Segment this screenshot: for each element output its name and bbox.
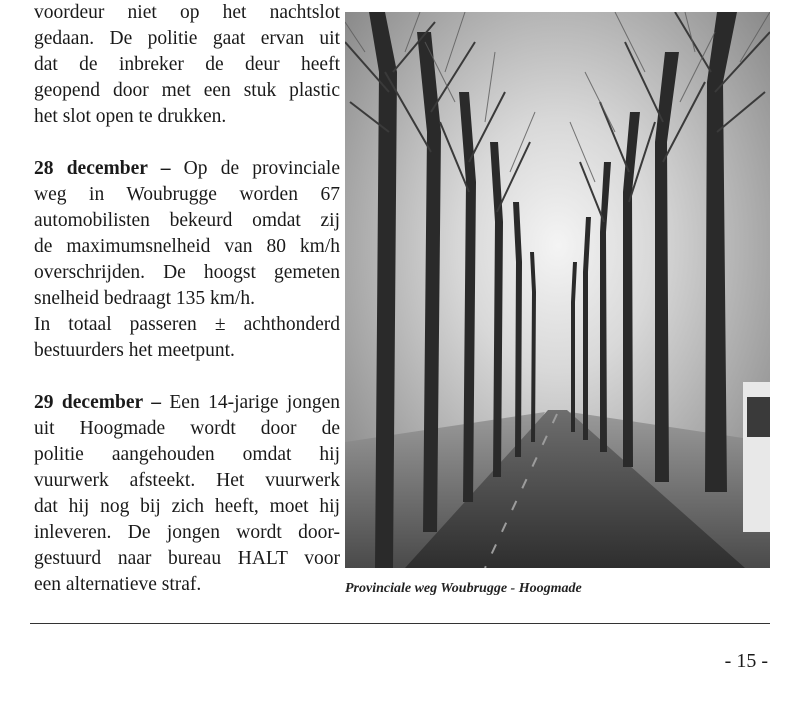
text-line: voordeur niet op het nachtslot xyxy=(34,2,340,23)
entry-date: 28 december – xyxy=(34,158,171,179)
entry-first-line xyxy=(34,156,340,182)
text-line: inleveren. De jongen wordt door- xyxy=(34,522,340,543)
article-column xyxy=(34,0,340,598)
photo-caption: Provinciale weg Woubrugge - Hoogmade xyxy=(345,581,582,596)
text-line: overschrijden. De hoogst gemeten xyxy=(34,262,340,283)
page-number: - 15 - xyxy=(724,650,768,672)
text-line: snelheid bedraagt 135 km/h. xyxy=(34,288,255,309)
text-line: een alternatieve straf. xyxy=(34,574,202,595)
entry-29-december xyxy=(34,390,340,598)
tree-lined-road-image xyxy=(345,12,770,568)
entry-first-line xyxy=(34,390,340,416)
text-line: vuurwerk afsteekt. Het vuurwerk xyxy=(34,470,340,491)
paragraph-intro xyxy=(34,0,340,130)
text-line: het slot open te drukken. xyxy=(34,106,227,127)
entry-28-december xyxy=(34,156,340,364)
text-line: In totaal passeren ± achthonderd xyxy=(34,314,340,335)
text-line: geopend door met een stuk plastic xyxy=(34,80,340,101)
text-line: gedaan. De politie gaat ervan uit xyxy=(34,28,340,49)
footer-divider xyxy=(30,623,770,624)
text-line: dat de inbreker de deur heeft xyxy=(34,54,340,75)
text-line: dat hij nog bij zich heeft, moet hij xyxy=(34,496,340,517)
text-line: automobilisten bekeurd omdat zij xyxy=(34,210,340,231)
text-line: uit Hoogmade wordt door de xyxy=(34,418,340,439)
text-line: de maximumsnelheid van 80 km/h xyxy=(34,236,340,257)
entry-date: 29 december – xyxy=(34,392,161,413)
road-photo xyxy=(345,12,770,568)
text-line: politie aangehouden omdat hij xyxy=(34,444,340,465)
text-line: bestuurders het meetpunt. xyxy=(34,340,235,361)
entry-first-text: Op de provinciale xyxy=(183,158,340,179)
text-line: weg in Woubrugge worden 67 xyxy=(34,184,340,205)
text-line: gestuurd naar bureau HALT voor xyxy=(34,548,340,569)
entry-first-text: Een 14-jarige jongen xyxy=(169,392,340,413)
